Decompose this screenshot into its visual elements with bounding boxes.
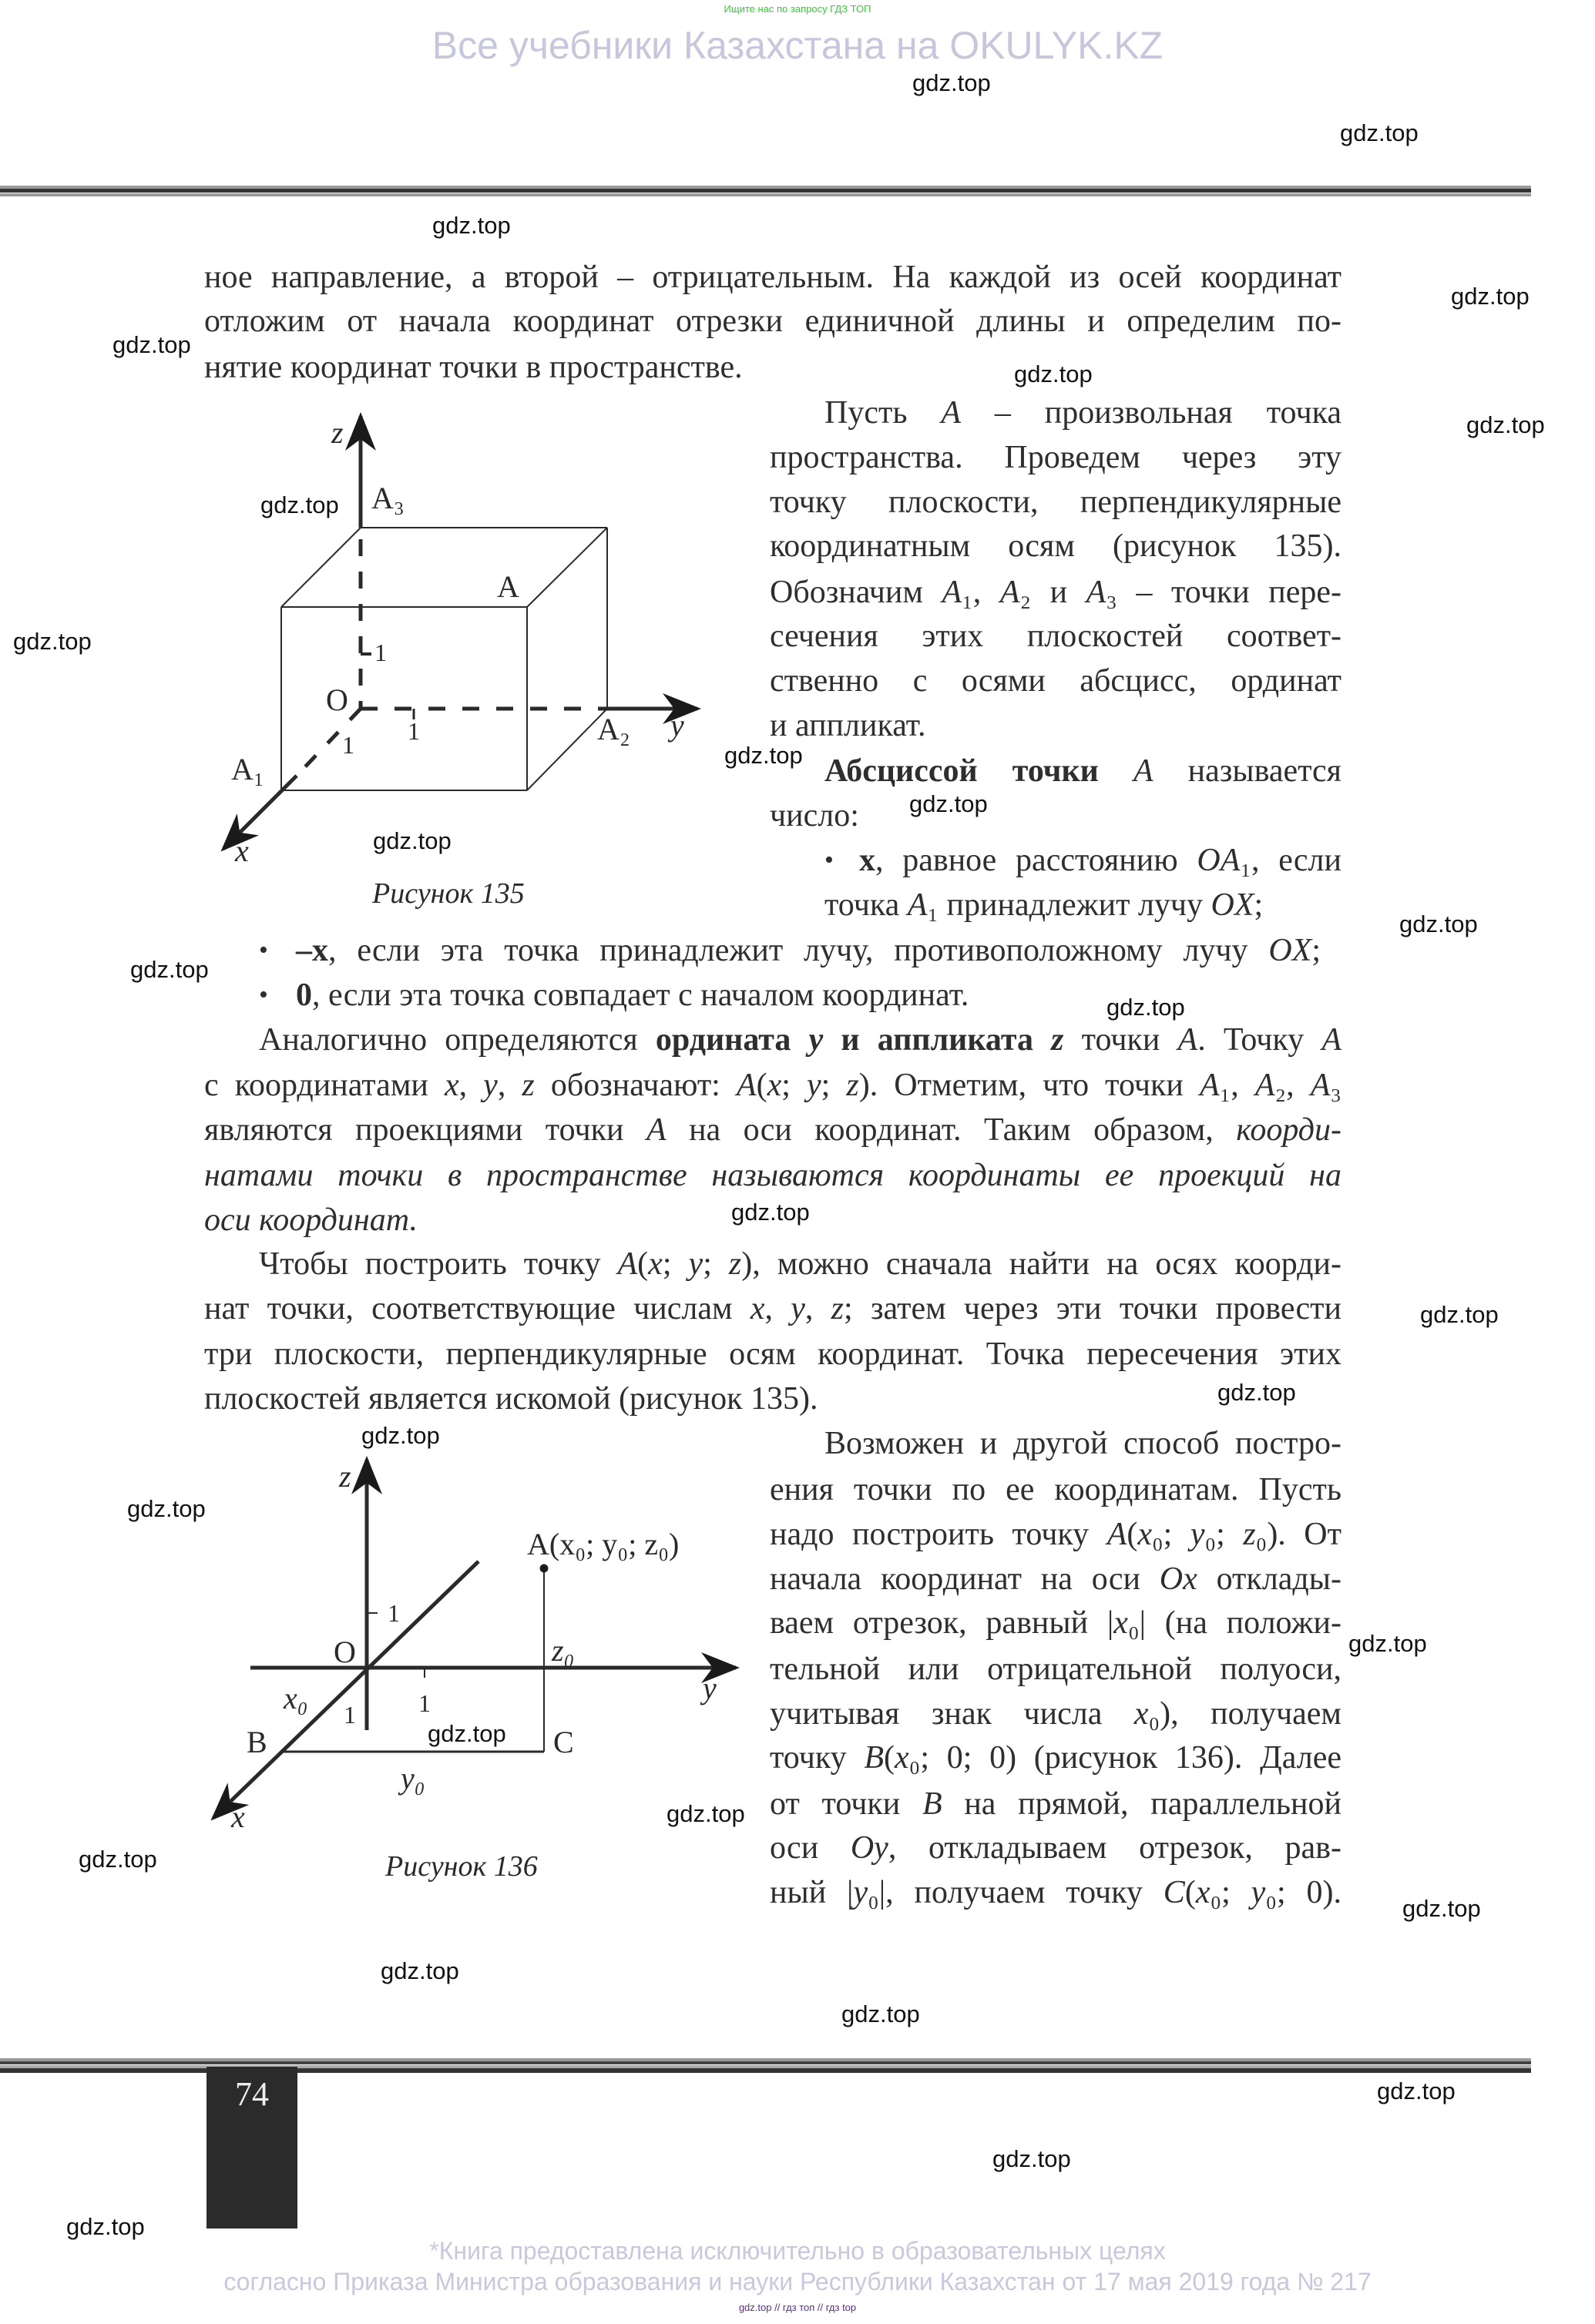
label-a3: A₃ [371, 481, 405, 515]
label-one-z: 1 [374, 639, 387, 666]
label-one-y: 1 [408, 717, 420, 745]
bullet-icon: • [259, 981, 268, 1009]
text-line: с координатами x, y, z обозначают: A(x; y; z). Отметим, что точки A₁, A₂, A₃ [204, 1068, 1342, 1103]
text-line: тельной или отрицательной полуоси, [770, 1652, 1341, 1687]
text-line: отложим от начала координат отрезки единичной длины и определим по- [204, 303, 1341, 339]
page-number: 74 [235, 2075, 269, 2113]
page-number-box [207, 2067, 297, 2228]
watermark: gdz.top [1420, 1301, 1499, 1328]
label-z0: z₀ [552, 1633, 575, 1668]
box-edges [281, 528, 607, 790]
footer-notice-line1: *Книга предоставлена исключительно в образовательных целях [429, 2237, 1166, 2265]
text-line: Аналогично определяются ордината y и аппликата z точки A. Точку A [259, 1022, 1341, 1058]
text-line: сечения этих плоскостей соответ- [770, 619, 1341, 654]
watermark: gdz.top [1466, 411, 1545, 438]
bullet-icon: • [824, 846, 834, 874]
watermark: gdz.top [13, 628, 92, 655]
label-one-x: 1 [342, 731, 354, 759]
bullet-item-neg-x: –x, если эта точка принадлежит лучу, противоположному лучу OX; [296, 933, 1321, 968]
text-line: ный |y₀|, получаем точку C(x₀; y₀; 0). [770, 1875, 1341, 1910]
label-o: O [334, 1635, 356, 1669]
label-c: C [553, 1725, 574, 1759]
x-axis [213, 1561, 478, 1818]
watermark: gdz.top [361, 1422, 440, 1449]
figure-135-caption: Рисунок 135 [372, 877, 525, 910]
bullet-icon: • [259, 936, 268, 964]
watermark: gdz.top [432, 212, 511, 239]
text-line: Возможен и другой способ постро- [824, 1426, 1341, 1461]
label-a1: A₁ [231, 752, 264, 786]
watermark: gdz.top [1340, 119, 1419, 146]
figure-136-caption: Рисунок 136 [385, 1850, 538, 1883]
search-hint: Ищите нас по запросу ГДЗ ТОП [724, 3, 871, 15]
figure-135 [223, 416, 697, 849]
watermark: gdz.top [1348, 1630, 1427, 1657]
watermark: gdz.top [1399, 910, 1478, 937]
label-a: A(x₀; y₀; z₀) [527, 1527, 680, 1561]
point-a [540, 1564, 548, 1572]
text-line: точка A₁ принадлежит лучу OX; [824, 887, 1264, 923]
watermark: gdz.top [724, 742, 803, 769]
text-line: ственно с осями абсцисс, ординат [770, 663, 1341, 699]
watermark: gdz.top [912, 69, 991, 96]
label-x: x [231, 1799, 245, 1834]
label-one-y: 1 [418, 1689, 431, 1717]
label-z: z [339, 1459, 351, 1494]
figure-135-labels [231, 415, 684, 910]
label-z: z [331, 415, 344, 450]
text-line: нат точки, соответствующие числам x, y, z; затем через эти точки провести [204, 1291, 1342, 1326]
label-y0: y₀ [401, 1761, 425, 1796]
watermark: gdz.top [260, 491, 339, 518]
bullet-item-x: x, равное расстоянию OA₁, если [859, 843, 1341, 878]
text-line: точку B(x₀; 0; 0) (рисунок 136). Далее [770, 1740, 1341, 1776]
text-line: плоскостей является искомой (рисунок 135). [204, 1381, 818, 1417]
watermark: gdz.top [731, 1199, 810, 1226]
text-line: надо построить точку A(x₀; y₀; z₀). От [770, 1517, 1341, 1552]
text-line: число: [770, 798, 859, 833]
watermark: gdz.top [992, 2145, 1071, 2172]
watermark: gdz.top [667, 1800, 745, 1827]
watermark: gdz.top [127, 1495, 206, 1522]
text-line: Пусть A – произвольная точка [824, 395, 1341, 431]
label-a2: A₂ [597, 712, 630, 746]
text-line: точку плоскости, перпендикулярные [770, 485, 1341, 520]
watermark: gdz.top [1106, 994, 1185, 1021]
text-line: координатным осям (рисунок 135). [770, 528, 1341, 564]
watermark: gdz.top [381, 1957, 459, 1984]
watermark: gdz.top [1014, 361, 1093, 387]
watermark: gdz.top [66, 2213, 145, 2240]
label-o: O [326, 682, 348, 717]
text-line: и аппликат. [770, 708, 926, 743]
text-line: являются проекциями точки A на оси координат. Таким образом, коорди- [204, 1112, 1341, 1148]
text-line: оси Oy, откладываем отрезок, рав- [770, 1830, 1341, 1866]
label-a: A [497, 569, 519, 604]
text-line: от точки B на прямой, параллельной [770, 1786, 1341, 1822]
text-line: пространства. Проведем через эту [770, 440, 1341, 475]
watermark: gdz.top [112, 331, 191, 358]
label-b: B [247, 1725, 267, 1759]
footer-notice-line2: согласно Приказа Министра образования и науки Республики Казахстан от 17 мая 2019 года № 217 [223, 2268, 1372, 2295]
text-line: ения точки по ее координатам. Пусть [770, 1472, 1341, 1507]
label-one-z: 1 [388, 1599, 400, 1627]
label-y: y [670, 708, 684, 743]
text-line: Чтобы построить точку A(x; y; z), можно сначала найти на осях коорди- [259, 1246, 1341, 1282]
label-x: x [235, 833, 249, 868]
text-line: ное направление, а второй – отрицательным. На каждой из осей координат [204, 260, 1341, 295]
label-one-x: 1 [344, 1701, 356, 1729]
label-x0: x₀ [284, 1681, 308, 1715]
figure-136-labels [230, 1459, 717, 1883]
text-line: учитывая знак числа x₀), получаем [770, 1696, 1341, 1732]
definition-line: натами точки в пространстве называются координаты ее проекций на [204, 1158, 1341, 1193]
watermark: gdz.top [79, 1846, 157, 1873]
watermark: gdz.top [1217, 1379, 1296, 1406]
text-line: Обозначим A₁, A₂ и A₃ – точки пере- [770, 575, 1342, 610]
footer-links[interactable]: gdz.top // гдз топ // гдз top [738, 2302, 857, 2313]
watermark: gdz.top [1377, 2078, 1456, 2104]
site-banner[interactable]: Все учебники Казахстана на OKULYK.KZ [431, 24, 1164, 67]
text-line: ваем отрезок, равный |x₀| (на положи- [770, 1605, 1341, 1641]
text-line: начала координат на оси Ox отклады- [770, 1561, 1341, 1597]
figure-136 [213, 1460, 736, 1818]
text-line: три плоскости, перпендикулярные осям координат. Точка пересечения этих [204, 1336, 1341, 1372]
watermark: gdz.top [1402, 1895, 1481, 1922]
label-y: y [703, 1671, 717, 1705]
watermark: gdz.top [909, 790, 988, 817]
watermark: gdz.top [841, 2000, 920, 2027]
text-line: Абсциссой точки A называется [824, 753, 1341, 789]
watermark: gdz.top [1451, 283, 1530, 310]
watermark: gdz.top [373, 827, 452, 854]
bullet-item-zero: 0, если эта точка совпадает с началом координат. [296, 978, 969, 1013]
watermark: gdz.top [428, 1720, 506, 1747]
bottom-rule [0, 2061, 1531, 2064]
text-line: нятие координат точки в пространстве. [204, 350, 743, 385]
watermark: gdz.top [130, 956, 209, 983]
definition-line: оси координат. [204, 1202, 418, 1238]
